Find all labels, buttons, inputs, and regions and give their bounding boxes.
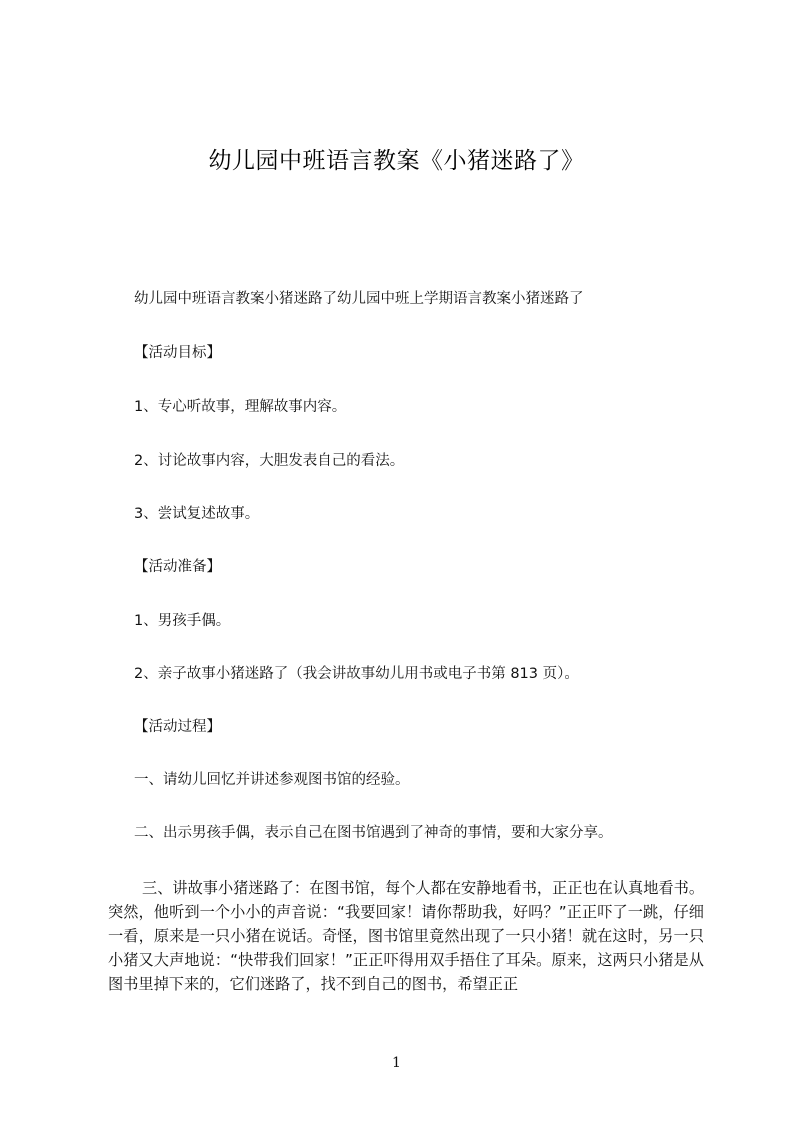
goal-item-2: 2、讨论故事内容，大胆发表自己的看法。 bbox=[134, 453, 405, 469]
preparation-item-1: 1、男孩手偶。 bbox=[134, 613, 231, 629]
process-step-2: 二、出示男孩手偶，表示自己在图书馆遇到了神奇的事情，要和大家分享。 bbox=[134, 825, 613, 841]
goal-item-1: 1、专心听故事，理解故事内容。 bbox=[134, 399, 347, 415]
goal-item-3: 3、尝试复述故事。 bbox=[134, 506, 260, 522]
section-heading-process: 【活动过程】 bbox=[134, 719, 221, 735]
preparation-item-2: 2、亲子故事小猪迷路了（我会讲故事幼儿用书或电子书第 813 页）。 bbox=[134, 666, 579, 682]
section-heading-goals: 【活动目标】 bbox=[134, 345, 221, 361]
process-step-1: 一、请幼儿回忆并讲述参观图书馆的经验。 bbox=[134, 772, 410, 788]
section-heading-preparation: 【活动准备】 bbox=[134, 559, 221, 575]
process-step-3-story: 三、讲故事小猪迷路了：在图书馆，每个人都在安静地看书，正正也在认真地看书。突然，他听到一个小小的声音说：“我要回家！请你帮助我，好吗？”正正吓了一跳，仔细一看，原来是一只小猪在说话。奇怪，图书馆里竟然出现了一只小猪！就在这时，另一只小猪又大声地说：“快带我们回家！”正正吓得用双手捂住了耳朵。原来，这两只小猪是从图书里掉下来的，它们迷路了，找不到自己的图书，希望正正 bbox=[108, 879, 704, 993]
document-title: 幼儿园中班语言教案《小猪迷路了》 bbox=[208, 148, 585, 174]
intro-paragraph: 幼儿园中班语言教案小猪迷路了幼儿园中班上学期语言教案小猪迷路了 bbox=[134, 291, 584, 307]
page-number: 1 bbox=[392, 1055, 401, 1071]
